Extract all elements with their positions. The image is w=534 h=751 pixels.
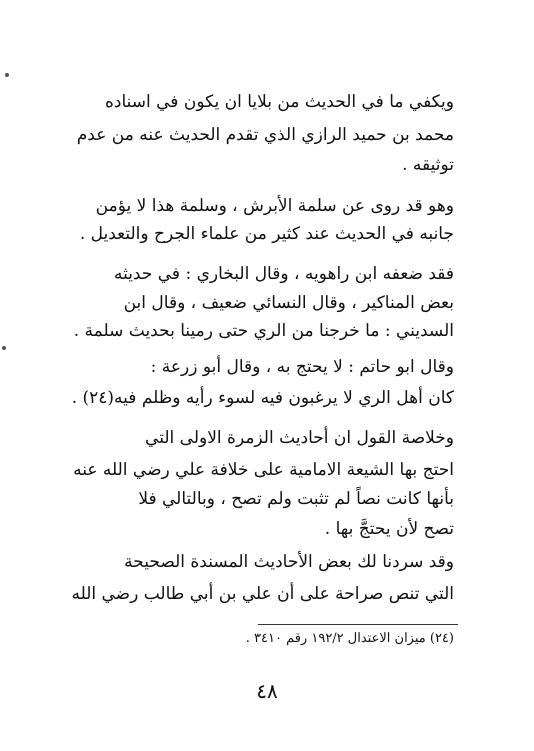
footnote: (٢٤) ميزان الاعتدال ١٩٢/٢ رقم ٣٤١٠ . <box>245 631 454 646</box>
text-line: وهو قد روى عن سلمة الأبرش ، وسلمة هذا لا يؤمن <box>95 196 454 216</box>
text-line: كان أهل الري لا يرغبون فيه لسوء رأيه وظلم فيه(٢٤) . <box>71 388 454 408</box>
text-line: توثيقه . <box>402 155 454 175</box>
scan-speck <box>5 73 9 77</box>
page-number: ٤٨ <box>256 679 278 703</box>
text-line: تصح لأن يحتجَّ بها . <box>324 519 454 539</box>
text-line: بأنها كانت نصاً لم تثبت ولم تصح ، وبالتالي فلا <box>138 489 454 509</box>
text-line: احتج بها الشيعة الامامية على خلافة علي رضي الله عنه <box>73 460 454 480</box>
footnote-separator <box>258 624 458 625</box>
text-line: بعض المناكير ، وقال النسائي ضعيف ، وقال ابن <box>123 293 454 313</box>
text-line: التي تنص صراحة على أن علي بن أبي طالب رضي الله <box>71 584 454 604</box>
text-line: وقال ابو حاتم : لا يحتج به ، وقال أبو زرعة : <box>150 357 454 377</box>
text-line: محمد بن حميد الرازي الذي تقدم الحديث عنه من عدم <box>76 125 454 145</box>
text-line: وخلاصة القول ان أحاديث الزمرة الاولى التي <box>145 428 454 448</box>
text-line: السديني : ما خرجنا من الري حتى رمينا بحديث سلمة . <box>73 321 454 341</box>
text-line: فقد ضعفه ابن راهويه ، وقال البخاري : في حديثه <box>113 264 454 284</box>
text-line: ويكفي ما في الحديث من بلايا ان يكون في اسناده <box>104 92 454 112</box>
text-line: جانبه في الحديث عند كثير من علماء الجرح والتعديل . <box>79 224 454 244</box>
text-line: وقد سردنا لك بعض الأحاديث المسندة الصحيحة <box>124 552 454 572</box>
scan-speck <box>2 346 6 350</box>
